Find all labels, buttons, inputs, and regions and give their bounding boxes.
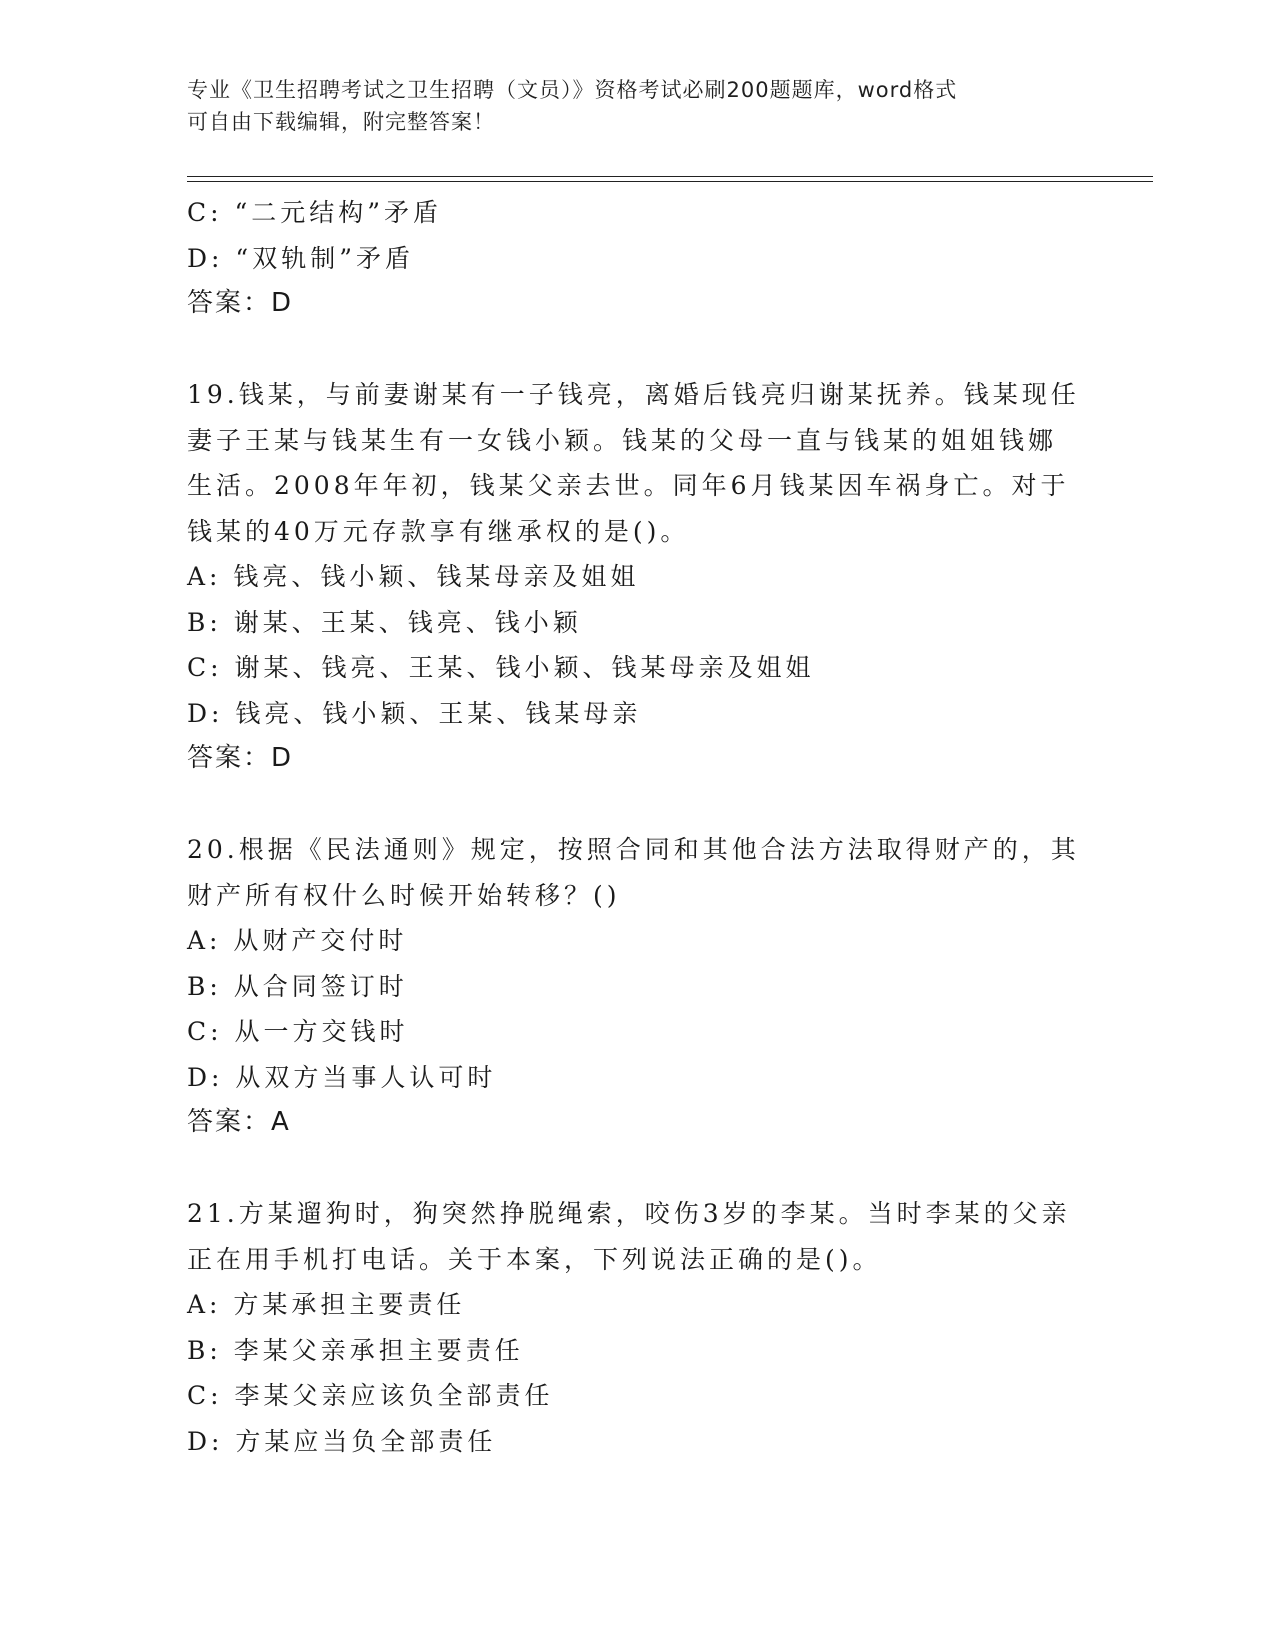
question-stem-line: 财产所有权什么时候开始转移？() [187, 880, 621, 910]
question-stem-line: 正在用手机打电话。关于本案，下列说法正确的是()。 [187, 1244, 882, 1274]
question-18-tail [187, 190, 1087, 327]
question-stem-line: 妻子王某与钱某生有一女钱小颖。钱某的父母一直与钱某的姐姐钱娜 [187, 425, 1058, 455]
header-title-line-2: 可自由下载编辑，附完整答案！ [187, 110, 495, 134]
option-d: D: 钱亮、钱小颖、王某、钱某母亲 [187, 698, 642, 728]
option-d: D: 从双方当事人认可时 [187, 1062, 497, 1092]
answer-line: 答案：D [187, 743, 294, 773]
spacer [187, 327, 1087, 373]
option-b: B: 李某父亲承担主要责任 [187, 1335, 524, 1365]
option-d: D: 方某应当负全部责任 [187, 1426, 497, 1456]
option-c: C: “二元结构”矛盾 [187, 198, 443, 227]
option-b: B: 从合同签订时 [187, 971, 408, 1001]
option-c: C: 李某父亲应该负全部责任 [187, 1381, 554, 1410]
header-rule-bottom [187, 181, 1153, 182]
option-b: B: 谢某、王某、钱亮、钱小颖 [187, 607, 582, 637]
option-c: C: 从一方交钱时 [187, 1017, 409, 1046]
spacer [187, 1146, 1087, 1192]
option-a: A: 从财产交付时 [187, 926, 408, 955]
question-stem-line: 19.钱某，与前妻谢某有一子钱亮，离婚后钱亮归谢某抚养。钱某现任 [187, 380, 1080, 409]
header-title-line-1: 专业《卫生招聘考试之卫生招聘（文员）》资格考试必刷200题题库，word格式 [187, 78, 958, 102]
option-c: C: 谢某、钱亮、王某、钱小颖、钱某母亲及姐姐 [187, 653, 815, 682]
option-d: D: “双轨制”矛盾 [187, 243, 414, 273]
question-stem-line: 钱某的40万元存款享有继承权的是()。 [187, 516, 690, 546]
option-a: A: 方某承担主要责任 [187, 1290, 466, 1319]
question-stem-line: 20.根据《民法通则》规定，按照合同和其他合法方法取得财产的，其 [187, 835, 1080, 864]
answer-line: 答案：A [187, 1107, 291, 1137]
document-body [187, 190, 1087, 1464]
question-stem-line: 21.方某遛狗时，狗突然挣脱绳索，咬伤3岁的李某。当时李某的父亲 [187, 1199, 1071, 1228]
header-rule-top [187, 176, 1153, 177]
question-20 [187, 827, 1087, 1146]
question-19 [187, 372, 1087, 782]
answer-line: 答案：D [187, 288, 294, 318]
spacer [187, 782, 1087, 828]
question-stem-line: 生活。2008年年初，钱某父亲去世。同年6月钱某因车祸身亡。对于 [187, 471, 1070, 500]
document-header [187, 74, 1067, 138]
question-21 [187, 1191, 1087, 1464]
option-a: A: 钱亮、钱小颖、钱某母亲及姐姐 [187, 562, 640, 591]
